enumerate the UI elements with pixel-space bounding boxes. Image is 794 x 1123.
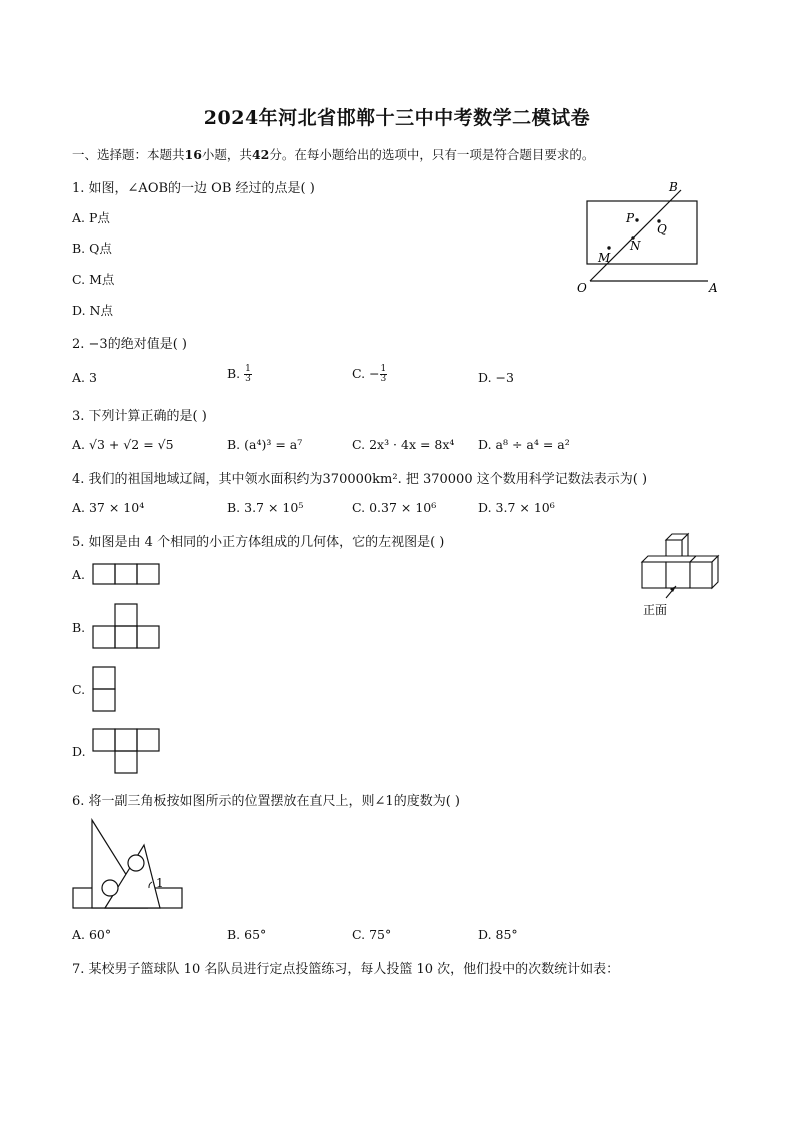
q2-option-a[interactable]: A. 3 bbox=[72, 370, 97, 385]
section-heading-mid: 小题，共 bbox=[201, 147, 252, 162]
q5-option-b-view[interactable] bbox=[92, 603, 162, 649]
q5-option-c-view[interactable] bbox=[92, 666, 118, 712]
q5-cube-figure bbox=[636, 534, 726, 624]
q2-option-c-fraction bbox=[380, 365, 388, 384]
b-numerator: 1 bbox=[245, 364, 251, 374]
label-a: A bbox=[709, 281, 718, 295]
q2-option-b-fraction bbox=[244, 365, 252, 384]
label-b: B bbox=[669, 180, 678, 194]
q5-option-b-label[interactable]: B. bbox=[72, 620, 86, 635]
q3-option-b[interactable]: B. (a⁴)³ = a⁷ bbox=[227, 437, 303, 452]
question-2: 2. −3的绝对值是( ) bbox=[72, 337, 187, 352]
q6-option-c[interactable]: C. 75° bbox=[352, 927, 392, 942]
total-score: 42 bbox=[251, 147, 270, 162]
section-heading bbox=[72, 145, 594, 163]
question-count: 16 bbox=[184, 147, 202, 162]
question-7: 7. 某校男子篮球队 10 名队员进行定点投篮练习，每人投篮 10 次，他们投中的次数统计如表： bbox=[72, 962, 620, 977]
section-heading-text: 一、选择题：本题共 bbox=[72, 147, 185, 162]
q5-option-d-label[interactable]: D. bbox=[72, 744, 86, 759]
c-denominator: 3 bbox=[380, 374, 387, 384]
label-n: N bbox=[630, 239, 641, 253]
q1-option-c[interactable]: C. M点 bbox=[72, 272, 115, 287]
q2-option-c[interactable] bbox=[352, 365, 387, 384]
q1-option-a[interactable]: A. P点 bbox=[72, 210, 110, 225]
q6-option-a[interactable]: A. 60° bbox=[72, 927, 112, 942]
q6-triangle-ruler-figure bbox=[72, 818, 187, 914]
question-1: 1. 如图，∠AOB的一边 OB 经过的点是( ) bbox=[72, 181, 315, 196]
q4-option-c[interactable]: C. 0.37 × 10⁶ bbox=[352, 500, 437, 515]
q2-option-b[interactable] bbox=[227, 365, 252, 384]
q5-option-a-view[interactable] bbox=[92, 563, 162, 587]
question-3: 3. 下列计算正确的是( ) bbox=[72, 409, 207, 424]
page-title: 2024年河北省邯郸十三中中考数学二模试卷 bbox=[203, 107, 591, 129]
q5-option-d-view[interactable] bbox=[92, 728, 162, 774]
q5-option-c-label[interactable]: C. bbox=[72, 682, 86, 697]
q4-option-b[interactable]: B. 3.7 × 10⁵ bbox=[227, 500, 304, 515]
q3-option-d[interactable]: D. a⁸ ÷ a⁴ = a² bbox=[478, 437, 570, 452]
q6-option-b[interactable]: B. 65° bbox=[227, 927, 267, 942]
front-label: 正面 bbox=[643, 603, 668, 617]
c-numerator: 1 bbox=[380, 364, 387, 374]
b-denominator: 3 bbox=[245, 374, 251, 384]
label-q: Q bbox=[657, 222, 667, 236]
q5-option-a-label[interactable]: A. bbox=[72, 567, 86, 582]
q2-option-d[interactable]: D. −3 bbox=[478, 370, 514, 385]
q3-option-c[interactable]: C. 2x³ · 4x = 8x⁴ bbox=[352, 437, 455, 452]
q1-angle-figure bbox=[570, 178, 730, 298]
question-5: 5. 如图是由 4 个相同的小正方体组成的几何体，它的左视图是( ) bbox=[72, 535, 445, 550]
question-4: 4. 我们的祖国地域辽阔，其中领水面积约为370000km². 把 370000 这个数用科学记数法表示为( ) bbox=[72, 472, 648, 487]
q2-option-b-prefix: B. bbox=[227, 366, 241, 381]
q6-option-d[interactable]: D. 85° bbox=[478, 927, 518, 942]
angle-1-label: 1 bbox=[156, 876, 164, 890]
label-p: P bbox=[626, 211, 635, 225]
section-heading-tail: 分。在每小题给出的选项中，只有一项是符合题目要求的。 bbox=[269, 147, 595, 162]
question-6: 6. 将一副三角板按如图所示的位置摆放在直尺上，则∠1的度数为( ) bbox=[72, 794, 460, 809]
q3-option-a[interactable]: A. √3 + √2 = √5 bbox=[72, 437, 174, 452]
label-o: O bbox=[577, 281, 587, 295]
q1-option-d[interactable]: D. N点 bbox=[72, 303, 113, 318]
q2-option-c-prefix: C. − bbox=[352, 366, 380, 381]
label-m: M bbox=[598, 251, 611, 265]
q1-option-b[interactable]: B. Q点 bbox=[72, 241, 112, 256]
q4-option-a[interactable]: A. 37 × 10⁴ bbox=[72, 500, 145, 515]
q4-option-d[interactable]: D. 3.7 × 10⁶ bbox=[478, 500, 555, 515]
